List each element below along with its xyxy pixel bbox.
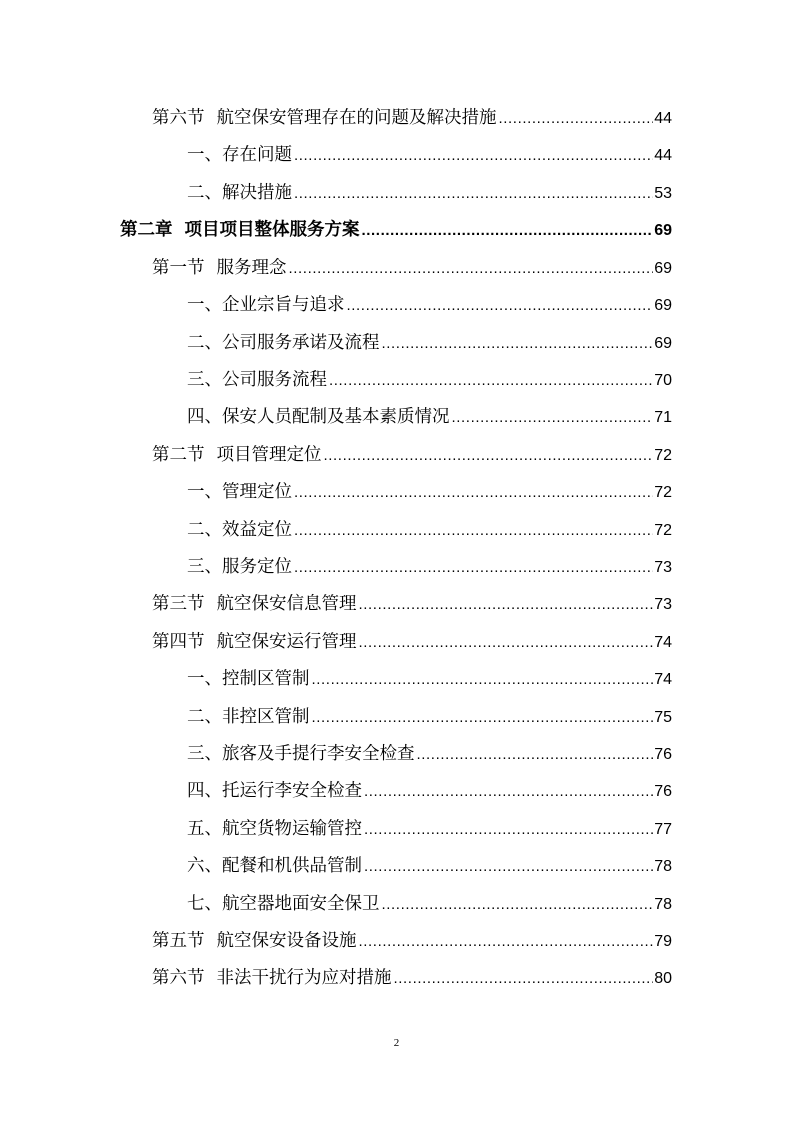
- toc-entry[interactable]: [187, 477, 672, 507]
- toc-entry[interactable]: [187, 515, 672, 545]
- toc-page-number: 75: [654, 709, 672, 726]
- dot-leader: [417, 740, 654, 770]
- toc-entry-title: 三、旅客及手提行李安全检查: [187, 744, 415, 764]
- toc-page-number: 72: [654, 447, 672, 464]
- toc-entry[interactable]: [187, 889, 672, 919]
- toc-entry[interactable]: [187, 814, 672, 844]
- toc-page-number: 44: [654, 147, 672, 164]
- toc-entry-title: 六、配餐和机供品管制: [187, 856, 362, 876]
- dot-leader: [312, 665, 654, 695]
- toc-entry[interactable]: [187, 178, 672, 208]
- toc-entry[interactable]: [187, 739, 672, 769]
- toc-page-number: 79: [654, 933, 672, 950]
- toc-page-number: 80: [654, 970, 672, 987]
- toc-entry-title: 一、管理定位: [187, 482, 292, 502]
- dot-leader: [364, 777, 653, 807]
- toc-entry[interactable]: [187, 664, 672, 694]
- toc-entry-title: 第一节 服务理念: [152, 258, 287, 278]
- toc-chapter-entry[interactable]: [120, 215, 672, 245]
- dot-leader: [312, 703, 654, 733]
- toc-page-number: 74: [654, 634, 672, 651]
- toc-entry-title: 第四节 航空保安运行管理: [152, 632, 357, 652]
- toc-entry-title: 二、效益定位: [187, 520, 292, 540]
- dot-leader: [362, 216, 654, 246]
- toc-entry-title: 第五节 航空保安设备设施: [152, 931, 357, 951]
- toc-page-number: 69: [654, 335, 672, 352]
- dot-leader: [359, 927, 654, 957]
- dot-leader: [294, 553, 653, 583]
- dot-leader: [359, 590, 654, 620]
- toc-entry-title: 第六节 非法干扰行为应对措施: [152, 968, 392, 988]
- dot-leader: [359, 628, 654, 658]
- page-footer-number: 2: [393, 1037, 400, 1049]
- toc-page-number: 71: [654, 409, 672, 426]
- dot-leader: [329, 366, 653, 396]
- toc-page-number: 69: [654, 260, 672, 277]
- toc-page-number: 76: [654, 783, 672, 800]
- toc-entry-title: 七、航空器地面安全保卫: [187, 894, 380, 914]
- toc-entry-title: 二、非控区管制: [187, 707, 310, 727]
- toc-page-number: 74: [654, 671, 672, 688]
- toc-entry[interactable]: [187, 290, 672, 320]
- toc-page-number: 69: [654, 297, 672, 314]
- dot-leader: [382, 890, 654, 920]
- dot-leader: [294, 516, 653, 546]
- toc-page-number: 70: [654, 372, 672, 389]
- dot-leader: [382, 329, 654, 359]
- toc-entry[interactable]: [152, 253, 672, 283]
- toc-entry-title: 二、解决措施: [187, 183, 292, 203]
- dot-leader: [394, 964, 654, 994]
- toc-page-number: 69: [654, 222, 672, 239]
- dot-leader: [499, 104, 654, 134]
- toc-entry-title: 一、控制区管制: [187, 669, 310, 689]
- toc-entry[interactable]: [187, 140, 672, 170]
- toc-entry-title: 三、服务定位: [187, 557, 292, 577]
- toc-entry-title: 第三节 航空保安信息管理: [152, 594, 357, 614]
- toc-page-number: 73: [654, 559, 672, 576]
- toc-entry[interactable]: [152, 589, 672, 619]
- dot-leader: [294, 478, 653, 508]
- toc-page-number: 76: [654, 746, 672, 763]
- toc-page-number: 78: [654, 896, 672, 913]
- toc-entry[interactable]: [152, 963, 672, 993]
- toc-entry[interactable]: [187, 702, 672, 732]
- dot-leader: [294, 141, 653, 171]
- toc-entry-title: 一、企业宗旨与追求: [187, 295, 345, 315]
- toc-page-number: 44: [654, 110, 672, 127]
- dot-leader: [324, 441, 654, 471]
- toc-entry[interactable]: [187, 328, 672, 358]
- toc-entry-title: 第二章 项目项目整体服务方案: [120, 220, 360, 240]
- toc-entry-title: 二、公司服务承诺及流程: [187, 333, 380, 353]
- toc-entry[interactable]: [187, 402, 672, 432]
- dot-leader: [289, 254, 654, 284]
- toc-entry[interactable]: [152, 926, 672, 956]
- dot-leader: [347, 291, 654, 321]
- toc-entry-title: 四、托运行李安全检查: [187, 781, 362, 801]
- toc-entry-title: 第六节 航空保安管理存在的问题及解决措施: [152, 108, 497, 128]
- toc-page-number: 72: [654, 522, 672, 539]
- toc-page-number: 53: [654, 185, 672, 202]
- toc-page-number: 78: [654, 858, 672, 875]
- toc-page-number: 73: [654, 596, 672, 613]
- toc-entry-title: 四、保安人员配制及基本素质情况: [187, 407, 450, 427]
- toc-entry[interactable]: [187, 776, 672, 806]
- toc-entry-title: 一、存在问题: [187, 145, 292, 165]
- dot-leader: [364, 852, 653, 882]
- toc-entry[interactable]: [187, 851, 672, 881]
- toc-entry[interactable]: [152, 103, 672, 133]
- toc-page-number: 72: [654, 484, 672, 501]
- toc-entry-title: 第二节 项目管理定位: [152, 445, 322, 465]
- dot-leader: [452, 403, 654, 433]
- toc-entry[interactable]: [187, 365, 672, 395]
- toc-entry-title: 三、公司服务流程: [187, 370, 327, 390]
- toc-entry[interactable]: [152, 627, 672, 657]
- toc-entry[interactable]: [187, 552, 672, 582]
- dot-leader: [294, 179, 653, 209]
- toc-page-number: 77: [654, 821, 672, 838]
- toc-entry[interactable]: [152, 440, 672, 470]
- dot-leader: [364, 815, 653, 845]
- toc-entry-title: 五、航空货物运输管控: [187, 819, 362, 839]
